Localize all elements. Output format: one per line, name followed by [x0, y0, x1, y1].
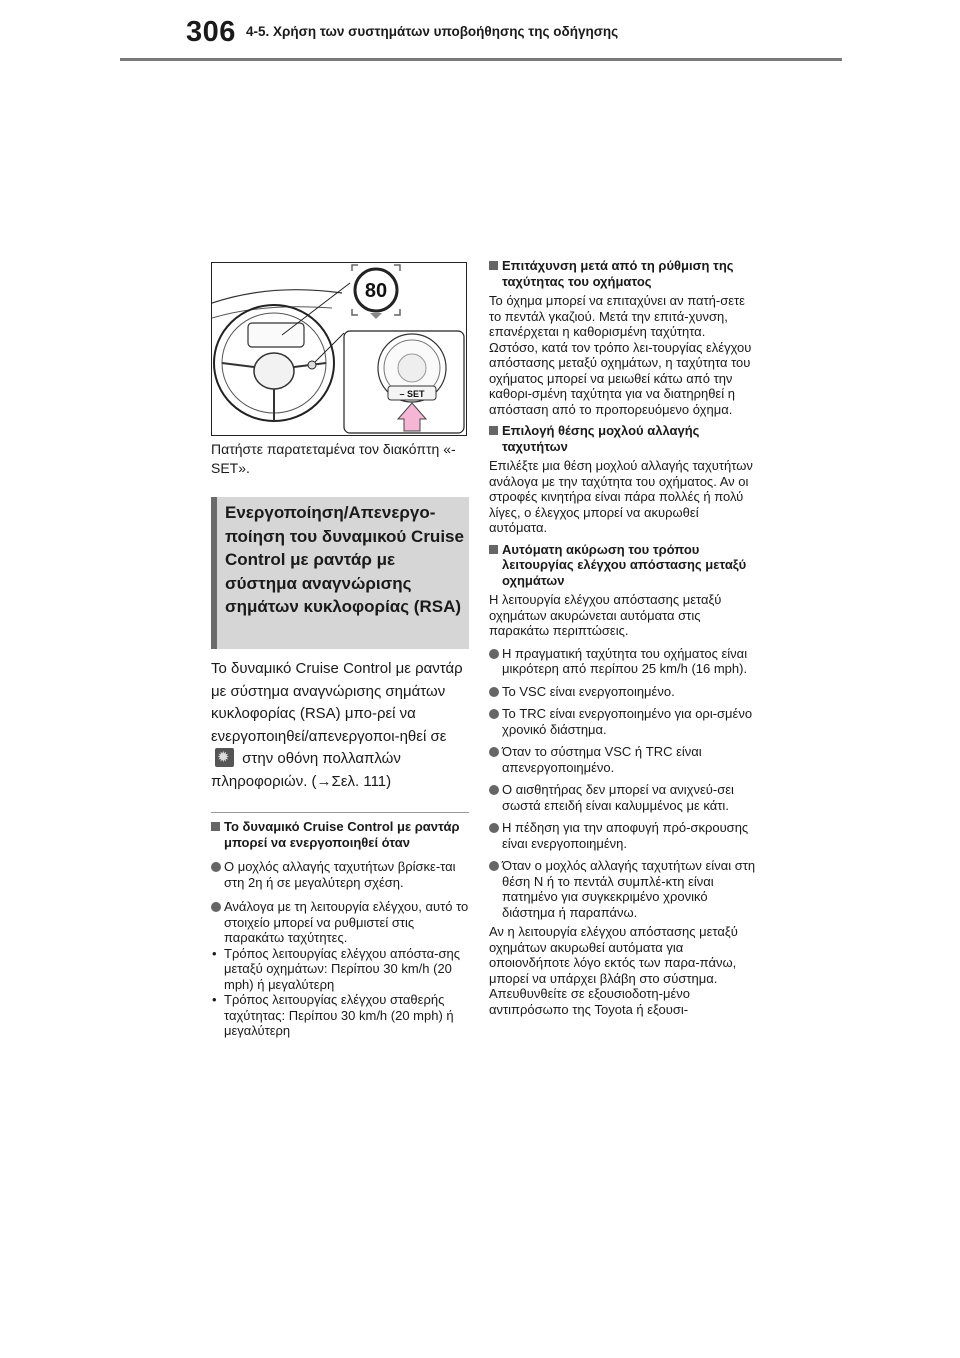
chapter-title: 4-5. Χρήση των συστημάτων υποβοήθησης της οδήγησης: [246, 24, 619, 39]
note-heading: Αυτόματη ακύρωση του τρόπου λειτουργίας ελέγχου απόστασης μεταξύ οχημάτων: [489, 542, 757, 589]
list-item: Ο αισθητήρας δεν μπορεί να ανιχνεύ-σει σωστά επειδή είναι καλυμμένος με κάτι.: [489, 782, 757, 813]
list-item: Η πραγματική ταχύτητα του οχήματος είναι μικρότερη από περίπου 25 km/h (16 mph).: [489, 646, 757, 677]
set-switch-label: – SET: [399, 389, 425, 399]
list-subitem: • Τρόπος λειτουργίας ελέγχου σταθερής ταχύτητας: Περίπου 30 km/h (20 mph) ή μεγαλύτερη: [211, 992, 469, 1039]
section-divider: [211, 812, 469, 813]
speed-callout: [352, 265, 400, 319]
note-heading: Επιτάχυνση μετά από τη ρύθμιση της ταχύτητας του οχήματος: [489, 258, 757, 289]
list-item: Ανάλογα με τη λειτουργία ελέγχου, αυτό το στοιχείο μπορεί να ρυθμιστεί στις παρακάτω ταχύτητες.: [211, 899, 469, 946]
paragraph: Επιλέξτε μια θέση μοχλού αλλαγής ταχυτήτων ανάλογα με την ταχύτητα του οχήματος. Αν οι στροφές κινητήρα είναι πάρα πολλές ή πολύ λίγες, ο έλεγχος μπορεί να ακυρωθεί αυτόματα.: [489, 458, 753, 535]
list-item: Η πέδηση για την αποφυγή πρό-σκρουσης είναι ενεργοποιημένη.: [489, 820, 757, 851]
list-item: Όταν ο μοχλός αλλαγής ταχυτήτων είναι στη θέση N ή το πεντάλ συμπλέ-κτη είναι πατημένο για συγκεκριμένο χρονικό διάστημα ή παραπάνω.: [489, 858, 757, 920]
page-number: 306: [186, 16, 236, 48]
speed-value: 80: [364, 280, 388, 302]
left-notes: [211, 819, 469, 1039]
list-item: Όταν το σύστημα VSC ή TRC είναι απενεργοποιημένο.: [489, 744, 757, 775]
paragraph: Η λειτουργία ελέγχου απόστασης μεταξύ οχημάτων ακυρώνεται αυτόματα στις παρακάτω περιπτώσεις.: [489, 592, 722, 638]
illustration-svg: [212, 263, 466, 435]
header-rule: [120, 58, 842, 61]
paragraph: Το όχημα μπορεί να επιταχύνει αν πατή-σετε το πεντάλ γκαζιού. Μετά την επιτά-χυνση, επανέρχεται η καθορισμένη ταχύτητα. Ωστόσο, κατά τον τρόπο λει-τουργίας ελέγχου απόστασης μεταξύ οχημάτων, η ταχύτητα του οχήματος μπορεί να μειωθεί κάτω από την καθορι-σμένη ταχύτητα για να διατηρηθεί η απόσταση από το προπορευόμενο όχημα.: [489, 293, 752, 417]
figure-caption: Πατήστε παρατεταμένα τον διακόπτη «-SET».: [211, 441, 456, 476]
section-title: Ενεργοποίηση/Απενεργο-ποίηση του δυναμικού Cruise Control με ραντάρ με σύστημα αναγνώρισης σημάτων κυκλοφορίας (RSA): [225, 503, 464, 616]
intro-text-before-icon: Το δυναμικό Cruise Control με ραντάρ με σύστημα αναγνώρισης σημάτων κυκλοφορίας (RSA) μπο-ρεί να ενεργοποιηθεί/απενεργοποι-ηθεί σε: [211, 660, 463, 745]
right-column: [489, 258, 757, 1017]
section-title-box: [211, 497, 469, 649]
paragraph: Αν η λειτουργία ελέγχου απόστασης μεταξύ οχημάτων ακυρωθεί αυτόματα για οποιονδήποτε λόγο εκτός των παρα-πάνω, μπορεί να υπάρχει βλάβη στο σύστημα. Απευθυνθείτε σε εξουσιοδοτη-μένο αντιπρόσωπο της Toyota ή εξουσι-: [489, 924, 738, 1017]
intro-paragraph: [211, 658, 469, 793]
note-heading: Επιλογή θέσης μοχλού αλλαγής ταχυτήτων: [489, 423, 757, 454]
list-item: Το VSC είναι ενεργοποιημένο.: [489, 684, 757, 700]
note-heading: Το δυναμικό Cruise Control με ραντάρ μπορεί να ενεργοποιηθεί όταν: [211, 819, 469, 850]
intro-text-after-icon: στην οθόνη πολλαπλών πληροφοριών. (→Σελ. 111): [211, 750, 401, 790]
list-subitem: • Τρόπος λειτουργίας ελέγχου απόστα-σης μεταξύ οχημάτων: Περίπου 30 km/h (20 mph) ή μεγαλύτερη: [211, 946, 469, 993]
section-title-bar: [211, 497, 217, 649]
gear-icon: [215, 748, 234, 767]
list-item: Ο μοχλός αλλαγής ταχυτήτων βρίσκε-ται στη 2η ή σε μεγαλύτερη σχέση.: [211, 859, 469, 890]
list-item: Το TRC είναι ενεργοποιημένο για ορι-σμένο χρονικό διάστημα.: [489, 706, 757, 737]
steering-wheel-illustration: [211, 262, 467, 436]
